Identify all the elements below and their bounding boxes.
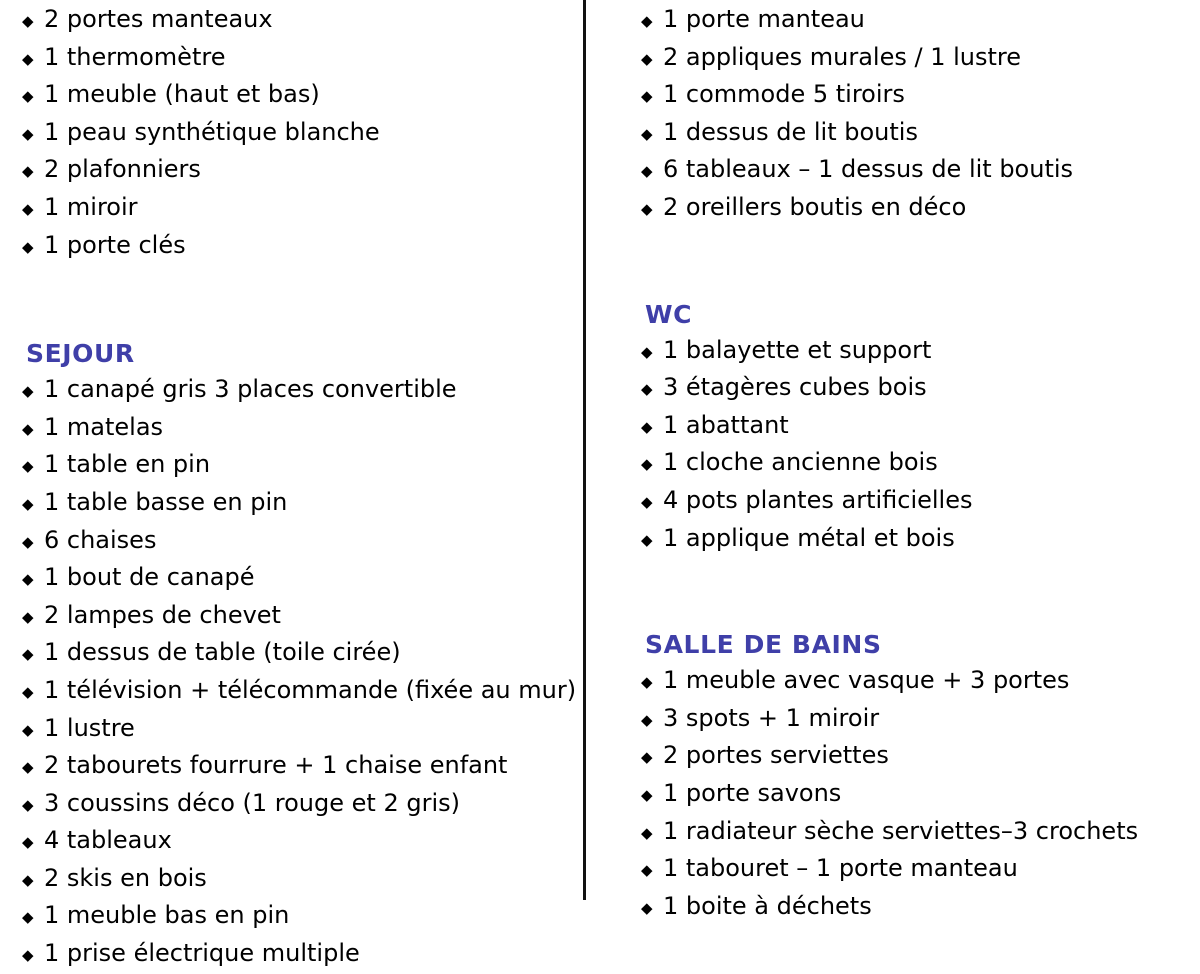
list-item-label: 1 porte clés <box>44 230 186 259</box>
diamond-bullet-icon: ◆ <box>22 419 34 438</box>
list-item <box>641 738 1200 776</box>
left-section-continuation <box>22 2 583 265</box>
list-item <box>22 2 583 40</box>
list-item <box>641 40 1200 78</box>
diamond-bullet-icon: ◆ <box>641 12 653 30</box>
diamond-bullet-icon: ◆ <box>641 530 653 549</box>
diamond-bullet-icon: ◆ <box>22 607 34 626</box>
list-item-label: 6 chaises <box>44 525 157 554</box>
list-item-label: 2 tabourets fourrure + 1 chaise enfant <box>44 751 508 780</box>
list-item-label: 1 balayette et support <box>663 335 932 364</box>
diamond-bullet-icon: ◆ <box>22 237 34 256</box>
list-item <box>641 152 1200 190</box>
list-item <box>22 372 583 410</box>
list-item <box>22 115 583 153</box>
list-item <box>641 521 1200 559</box>
section-spacer <box>22 265 583 337</box>
list-item-label: 1 lustre <box>44 713 135 742</box>
diamond-bullet-icon: ◆ <box>641 380 653 399</box>
list-item <box>641 190 1200 228</box>
list-item <box>641 663 1200 701</box>
list-item <box>641 814 1200 852</box>
list-item-label: 1 miroir <box>44 192 138 221</box>
left-section-sejour <box>22 337 583 974</box>
list-item <box>641 408 1200 446</box>
right-column <box>583 0 1200 920</box>
list-item <box>641 370 1200 408</box>
right-section-wc <box>641 298 1200 559</box>
list-item <box>22 447 583 485</box>
section-heading-wc: WC <box>645 299 693 329</box>
diamond-bullet-icon: ◆ <box>641 342 653 361</box>
list-item-label: 2 portes manteaux <box>44 5 273 33</box>
list-item-label: 1 télévision + télécommande (fixée au mur) <box>44 675 577 704</box>
list-item-label: 1 thermomètre <box>44 42 226 71</box>
diamond-bullet-icon: ◆ <box>641 673 653 692</box>
diamond-bullet-icon: ◆ <box>641 748 653 767</box>
section-heading-sejour: SEJOUR <box>26 339 135 369</box>
list-item-label: 2 oreillers boutis en déco <box>663 192 967 221</box>
diamond-bullet-icon: ◆ <box>22 645 34 664</box>
diamond-bullet-icon: ◆ <box>641 710 653 729</box>
section-heading-salle-de-bains: SALLE DE BAINS <box>645 630 882 660</box>
diamond-bullet-icon: ◆ <box>22 87 34 106</box>
right-section-continuation <box>641 2 1200 228</box>
right-column-content <box>583 0 1200 926</box>
diamond-bullet-icon: ◆ <box>641 87 653 106</box>
list-item-label: 1 canapé gris 3 places convertible <box>44 375 457 404</box>
diamond-bullet-icon: ◆ <box>641 49 653 68</box>
list-item-label: 1 bout de canapé <box>44 563 255 592</box>
list-item-label: 1 meuble bas en pin <box>44 901 290 930</box>
list-item-label: 3 étagères cubes bois <box>663 373 927 402</box>
list-item <box>22 152 583 190</box>
list-item <box>641 445 1200 483</box>
left-continuation-item-list <box>22 2 583 265</box>
diamond-bullet-icon: ◆ <box>22 720 34 739</box>
list-item <box>22 936 583 974</box>
wc-item-list <box>641 333 1200 559</box>
diamond-bullet-icon: ◆ <box>641 124 653 143</box>
list-item <box>22 861 583 899</box>
list-item-label: 3 coussins déco (1 rouge et 2 gris) <box>44 788 460 817</box>
list-item <box>22 635 583 673</box>
list-item-label: 1 table basse en pin <box>44 487 288 516</box>
diamond-bullet-icon: ◆ <box>641 898 653 917</box>
diamond-bullet-icon: ◆ <box>22 382 34 401</box>
diamond-bullet-icon: ◆ <box>641 492 653 511</box>
section-spacer <box>641 558 1200 628</box>
diamond-bullet-icon: ◆ <box>22 494 34 513</box>
diamond-bullet-icon: ◆ <box>22 946 34 965</box>
diamond-bullet-icon: ◆ <box>641 785 653 804</box>
list-item <box>22 485 583 523</box>
list-item-label: 1 porte manteau <box>663 5 865 33</box>
diamond-bullet-icon: ◆ <box>22 870 34 889</box>
list-item-label: 1 radiateur sèche serviettes–3 crochets <box>663 816 1139 845</box>
list-item-label: 1 dessus de lit boutis <box>663 117 918 146</box>
diamond-bullet-icon: ◆ <box>641 162 653 181</box>
diamond-bullet-icon: ◆ <box>22 758 34 777</box>
list-item <box>22 40 583 78</box>
list-item <box>641 115 1200 153</box>
list-item-label: 1 porte savons <box>663 778 842 807</box>
list-item-label: 4 pots plantes artificielles <box>663 485 973 514</box>
list-item-label: 1 dessus de table (toile cirée) <box>44 638 401 667</box>
list-item <box>22 228 583 266</box>
list-item-label: 4 tableaux <box>44 826 172 855</box>
list-item-label: 2 portes serviettes <box>663 741 889 770</box>
list-item <box>22 673 583 711</box>
diamond-bullet-icon: ◆ <box>22 12 34 30</box>
list-item-label: 1 commode 5 tiroirs <box>663 80 905 109</box>
column-divider <box>583 0 586 900</box>
list-item <box>22 748 583 786</box>
list-item-label: 1 matelas <box>44 412 164 441</box>
right-continuation-item-list <box>641 2 1200 228</box>
list-item <box>22 77 583 115</box>
list-item-label: 2 appliques murales / 1 lustre <box>663 42 1021 71</box>
list-item <box>22 560 583 598</box>
list-item-label: 2 skis en bois <box>44 863 207 892</box>
list-item <box>641 776 1200 814</box>
list-item <box>22 711 583 749</box>
left-column-content <box>0 0 583 974</box>
list-item <box>22 823 583 861</box>
list-item-label: 1 prise électrique multiple <box>44 939 360 968</box>
right-section-salle-de-bains <box>641 628 1200 926</box>
list-item <box>22 190 583 228</box>
diamond-bullet-icon: ◆ <box>22 795 34 814</box>
diamond-bullet-icon: ◆ <box>22 124 34 143</box>
diamond-bullet-icon: ◆ <box>22 457 34 476</box>
list-item-label: 1 table en pin <box>44 450 211 479</box>
list-item-label: 3 spots + 1 miroir <box>663 703 880 732</box>
diamond-bullet-icon: ◆ <box>641 417 653 436</box>
diamond-bullet-icon: ◆ <box>22 532 34 551</box>
diamond-bullet-icon: ◆ <box>641 823 653 842</box>
list-item-label: 1 meuble (haut et bas) <box>44 80 320 109</box>
list-item-label: 6 tableaux – 1 dessus de lit boutis <box>663 155 1074 184</box>
diamond-bullet-icon: ◆ <box>22 199 34 218</box>
list-item-label: 2 lampes de chevet <box>44 600 281 629</box>
list-item-label: 1 abattant <box>663 410 789 439</box>
section-spacer <box>641 228 1200 298</box>
list-item <box>22 410 583 448</box>
list-item <box>641 2 1200 40</box>
list-item-label: 1 peau synthétique blanche <box>44 117 380 146</box>
diamond-bullet-icon: ◆ <box>22 49 34 68</box>
diamond-bullet-icon: ◆ <box>22 682 34 701</box>
salle-de-bains-item-list <box>641 663 1200 926</box>
list-item <box>641 483 1200 521</box>
list-item <box>22 786 583 824</box>
list-item <box>641 851 1200 889</box>
diamond-bullet-icon: ◆ <box>641 455 653 474</box>
list-item <box>22 898 583 936</box>
list-item-label: 1 meuble avec vasque + 3 portes <box>663 666 1070 695</box>
list-item-label: 1 boite à déchets <box>663 891 872 920</box>
list-item <box>641 889 1200 927</box>
diamond-bullet-icon: ◆ <box>22 908 34 927</box>
list-item-label: 1 tabouret – 1 porte manteau <box>663 854 1018 883</box>
list-item <box>641 77 1200 115</box>
list-item <box>22 523 583 561</box>
diamond-bullet-icon: ◆ <box>641 861 653 880</box>
list-item-label: 2 plafonniers <box>44 155 201 184</box>
diamond-bullet-icon: ◆ <box>641 199 653 218</box>
list-item-label: 1 applique métal et bois <box>663 523 955 552</box>
list-item-label: 1 cloche ancienne bois <box>663 448 938 477</box>
diamond-bullet-icon: ◆ <box>22 833 34 852</box>
list-item <box>641 701 1200 739</box>
diamond-bullet-icon: ◆ <box>22 570 34 589</box>
list-item <box>22 598 583 636</box>
sejour-item-list <box>22 372 583 974</box>
left-column <box>0 0 583 968</box>
list-item <box>641 333 1200 371</box>
diamond-bullet-icon: ◆ <box>22 162 34 181</box>
